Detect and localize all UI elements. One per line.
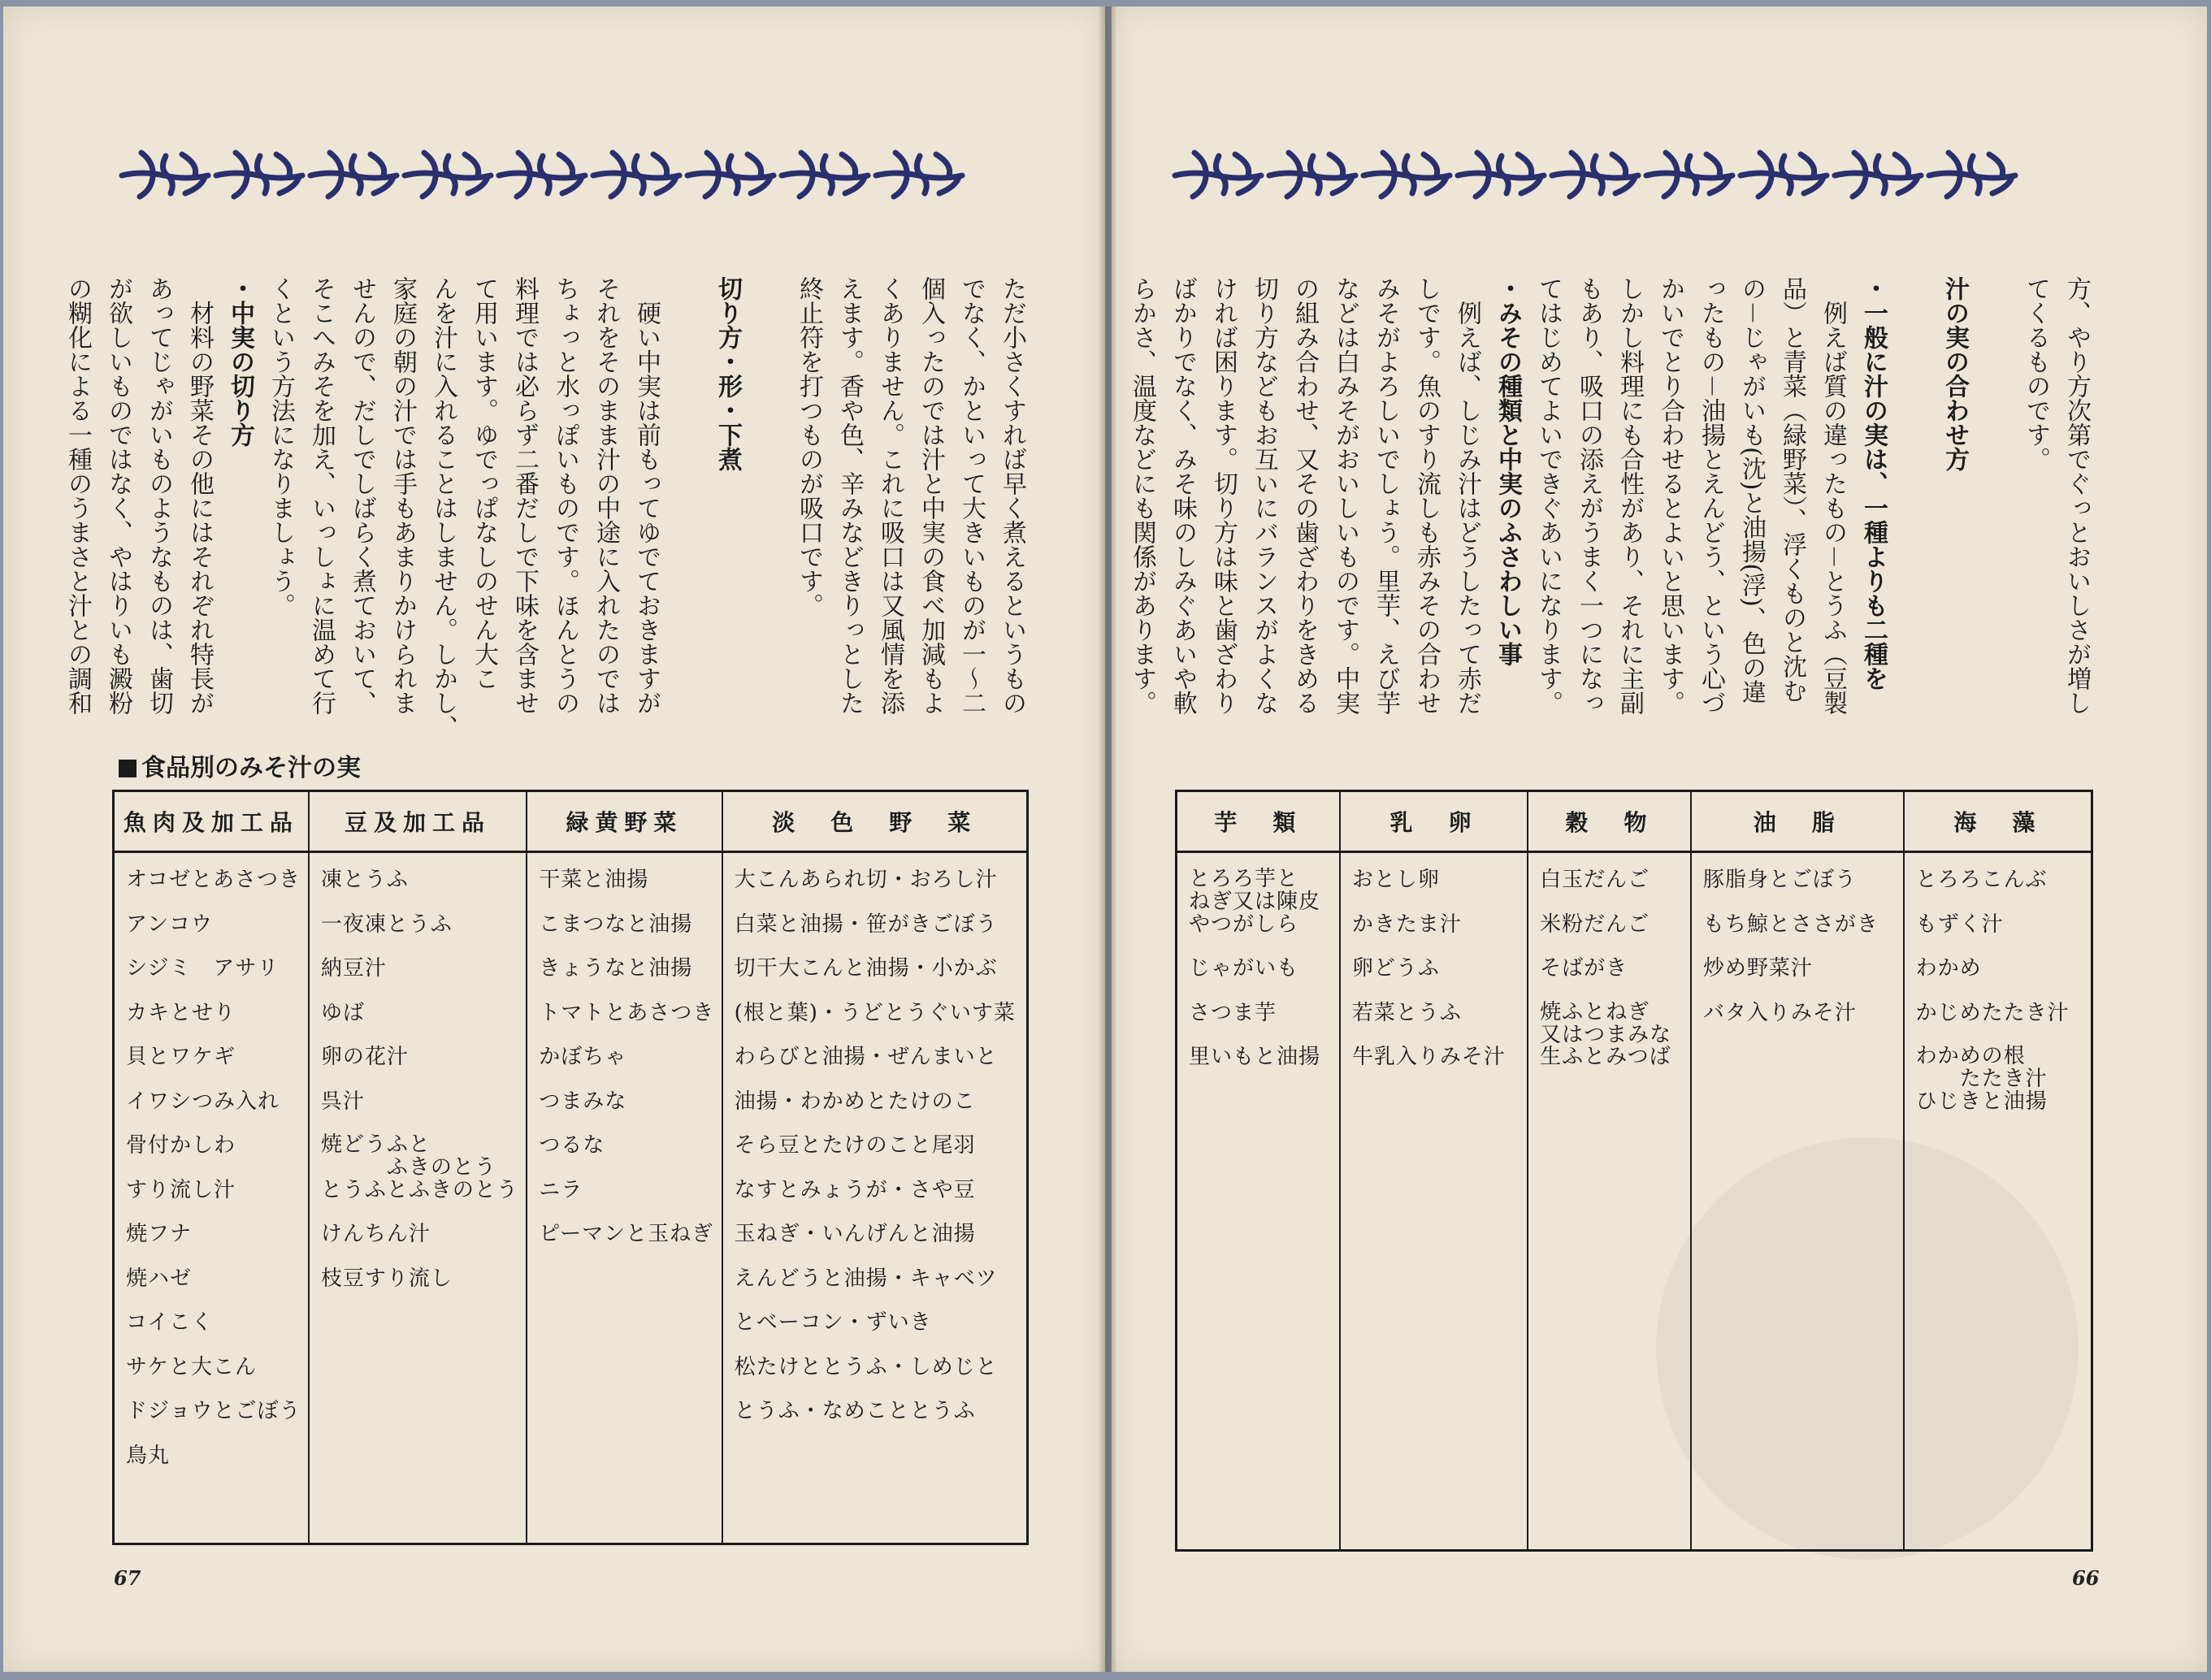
table-column: [1904, 852, 2092, 1551]
text-column: らかさ、温度などにも関係があります。: [1128, 276, 1156, 715]
table-item: 若菜とうふ: [1351, 1000, 1462, 1025]
text-column: 材料の野菜その他にはそれぞれ特長が: [185, 276, 214, 715]
table-column: [1177, 852, 1340, 1551]
table-item: そら豆とたけのこと尾羽: [734, 1133, 976, 1158]
table-item: サケと大こん: [126, 1354, 257, 1379]
text-column: 硬い中実は前もってゆでておきますが: [632, 276, 661, 715]
text-column: せんので、だしでしばらく煮ておいて、: [348, 276, 376, 715]
text-column: [666, 276, 707, 699]
table-item: 里いもと油揚: [1189, 1045, 1321, 1069]
table-header-cell: 乳 卵: [1340, 791, 1528, 852]
text-column: ばかりでなく、みそ味のしみぐあいや軟: [1168, 276, 1197, 715]
text-column: 切り方などもお互いにバランスがよくな: [1250, 276, 1278, 715]
table-item: 白玉だんご: [1540, 868, 1650, 892]
ornamental-motif-icon: [494, 140, 588, 205]
table-title: 食品別のみそ汁の実: [119, 747, 361, 783]
ornamental-motif-icon: [1170, 140, 1264, 205]
table-header-cell: 海 藻: [1904, 791, 2092, 852]
table-item: やつがしら: [1189, 911, 1299, 937]
text-column: 終止符を打つものが吸口です。: [795, 276, 823, 617]
table-column: [1340, 852, 1528, 1551]
table-item: (根と葉)・うどとうぐいす菜: [734, 1000, 1016, 1025]
table-item: 枝豆すり流し: [320, 1266, 453, 1291]
text-column: ちょっと水っぽいものです。ほんとうの: [551, 276, 579, 715]
text-column: 家庭の朝の汁では手もあまりかけられま: [388, 276, 417, 715]
table-item: わらびと油揚・ぜんまいと: [734, 1045, 998, 1069]
square-bullet-icon: [119, 760, 137, 777]
page-number-left: 67: [114, 1566, 141, 1590]
text-column: 例えば質の違ったもの－とうふ（豆製: [1819, 276, 1847, 715]
text-column: てくるものです。: [2022, 276, 2050, 471]
table-item: じゃがいも: [1189, 956, 1299, 981]
ornamental-motif-icon: [1641, 140, 1736, 205]
table-item: とうふ・なめこととうふ: [734, 1399, 976, 1423]
table-item: オコゼとあさつき: [126, 868, 301, 892]
text-column: て用います。ゆでっぱなしのせん大こ: [470, 276, 498, 691]
text-column: の組み合わせ、又その歯ざわりをきめる: [1290, 276, 1319, 715]
table-item: 卵どうふ: [1351, 956, 1440, 981]
ornamental-motif-icon: [871, 140, 965, 205]
table-item: バタ入りみそ汁: [1702, 1000, 1857, 1025]
text-column: の糊化による一種のうまさと汁との調和: [63, 276, 92, 715]
table-item: 焼どうふと ふきのとう: [320, 1132, 496, 1180]
table-header-cell: 穀 物: [1528, 791, 1691, 852]
table-item: ピーマンと玉ねぎ: [539, 1222, 714, 1246]
table-item: イワシつみ入れ: [126, 1089, 280, 1114]
ornamental-motif-icon: [117, 140, 211, 205]
table-column: [114, 852, 309, 1544]
text-column: 切り方・形・下煮: [713, 276, 742, 471]
table-item: とろろこんぶ: [1915, 868, 2048, 892]
text-column: 汁の実の合わせ方: [1940, 276, 1969, 471]
table-item: ドジョウとごぼう: [126, 1399, 301, 1423]
table-item: わかめの根 たたき汁: [1915, 1044, 2048, 1091]
table-item: すり流し汁: [126, 1177, 236, 1202]
ornamental-motif-icon: [1453, 140, 1547, 205]
table-item: ニラ: [539, 1177, 583, 1202]
table-item: 米粉だんご: [1540, 911, 1650, 937]
table-item: とろろ芋と ねぎ又は陳皮: [1189, 867, 1321, 914]
left-body-text: [63, 276, 1032, 739]
table-item: 炒め野菜汁: [1702, 956, 1813, 981]
ornamental-motif-icon: [1264, 140, 1359, 205]
table-item: さつま芋: [1189, 1000, 1277, 1025]
text-column: 料理では必らず二番だしで下味を含ませ: [510, 276, 539, 715]
table-item: 干菜と油揚: [539, 868, 649, 892]
table-item: かきたま汁: [1351, 911, 1462, 937]
table-item: えんどうと油揚・キャベツ: [734, 1266, 998, 1291]
table-item: 卵の花汁: [320, 1045, 409, 1069]
table-item: 油揚・わかめとたけのこ: [734, 1089, 976, 1114]
table-header-cell: 芋 類: [1177, 791, 1340, 852]
table-item: こまつなと油揚: [539, 911, 693, 937]
table-item: 一夜凍とうふ: [320, 911, 453, 937]
table-header-cell: 油 脂: [1691, 791, 1904, 852]
table-item: 骨付かしわ: [126, 1133, 236, 1158]
text-column: てはじめてよいできぐあいになります。: [1534, 276, 1563, 715]
ornament-row-left: [117, 140, 965, 205]
table-item: もずく汁: [1915, 911, 2004, 937]
table-item: 焼ふとねぎ 又はつまみな: [1540, 999, 1672, 1047]
table-item: 切干大こんと油揚・小かぶ: [734, 956, 998, 981]
text-column: しかし料理にも合性があり、それに主副: [1615, 276, 1644, 715]
text-column: そこへみそを加え、いっしょに温めて行: [307, 276, 336, 715]
table-item: 牛乳入りみそ汁: [1351, 1045, 1506, 1069]
table-item: つまみな: [539, 1089, 627, 1114]
table-item: カキとせり: [126, 1000, 236, 1025]
table-column: [309, 852, 527, 1544]
text-column: [748, 276, 788, 699]
table-item: 玉ねぎ・いんげんと油揚: [734, 1222, 976, 1246]
table-item: 大こんあられ切・おろし汁: [734, 868, 998, 892]
table-item: かぼちゃ: [539, 1045, 627, 1069]
table-item: 納豆汁: [320, 956, 387, 981]
text-column: の－じゃがいも(沈)と油揚(浮)、色の違: [1737, 276, 1766, 704]
ornamental-motif-icon: [1736, 140, 1830, 205]
ornamental-motif-icon: [588, 140, 683, 205]
text-column: あってじゃがいものようなものは、歯切: [145, 276, 173, 715]
text-column: それをそのまま汁の中途に入れたのでは: [592, 276, 620, 715]
table-item: トマトとあさつき: [539, 1000, 715, 1025]
table-item: もち鯨とささがき: [1702, 911, 1879, 937]
food-table-right: [1175, 790, 2093, 1552]
text-column: ったもの－油揚とえんどう、という心づ: [1697, 276, 1725, 715]
table-item: シジミ アサリ: [126, 956, 280, 981]
text-column: 品）と青菜（緑野菜）、浮くものと沈む: [1778, 276, 1806, 703]
table-header-cell: 緑黄野菜: [527, 791, 722, 852]
table-item: 貝とワケギ: [126, 1045, 236, 1069]
table-item: 呉汁: [320, 1089, 365, 1114]
table-item: かじめたたき汁: [1915, 1000, 2070, 1025]
table-item: コイこく: [126, 1310, 214, 1335]
ornamental-motif-icon: [211, 140, 306, 205]
ornamental-motif-icon: [1924, 140, 2018, 205]
table-item: 豚脂身とごぼう: [1702, 868, 1857, 892]
ornamental-motif-icon: [1547, 140, 1641, 205]
ornamental-motif-icon: [777, 140, 871, 205]
table-column: [722, 852, 1028, 1544]
table-item: 鳥丸: [126, 1443, 171, 1468]
ornamental-motif-icon: [400, 140, 494, 205]
text-column: ・中実の切り方: [226, 276, 254, 447]
book-gutter: [1099, 6, 1116, 1672]
table-item: アンコウ: [126, 911, 213, 937]
right-body-text: [1128, 276, 2096, 715]
text-column: などは白みそがおいしいものです。中実: [1331, 276, 1359, 715]
text-column: [1893, 276, 1934, 699]
table-item: 松たけととうふ・しめじと: [734, 1354, 998, 1379]
table-item: きょうなと油揚: [539, 956, 693, 981]
table-item: そばがき: [1540, 956, 1628, 981]
table-header-cell: 豆及加工品: [309, 791, 527, 852]
table-item: 焼フナ: [126, 1222, 193, 1246]
text-column: ただ小さくすれば早く煮えるというもの: [998, 276, 1026, 715]
ornamental-motif-icon: [683, 140, 777, 205]
table-column: [527, 852, 722, 1544]
table-item: ひじきと油揚: [1915, 1089, 2048, 1114]
text-column: 個入ったのでは汁と中実の食べ加減もよ: [917, 276, 945, 715]
table-item: 焼ハゼ: [126, 1266, 193, 1291]
text-column: ・みその種類と中実のふさわしい事: [1494, 276, 1522, 666]
text-column: 例えば、しじみ汁はどうしたって赤だ: [1453, 276, 1481, 715]
food-table-left: [112, 790, 1029, 1545]
table-item: とベーコン・ずいき: [734, 1310, 932, 1335]
text-column: んを汁に入れることはしません。しかし、: [429, 276, 457, 739]
table-item: とうふとふきのとう: [320, 1177, 518, 1202]
table-item: 凍とうふ: [320, 868, 409, 892]
page-number-right: 66: [2072, 1566, 2100, 1590]
table-item: つるな: [539, 1133, 605, 1158]
ornamental-motif-icon: [1830, 140, 1924, 205]
text-column: [1975, 276, 2015, 699]
table-item: 生ふとみつば: [1540, 1045, 1671, 1069]
text-column: ・一般に汁の実は、一種よりも二種を: [1859, 276, 1888, 691]
table-item: おとし卵: [1351, 868, 1440, 892]
table-item: なすとみょうが・さや豆: [734, 1177, 976, 1202]
text-column: くという方法になりましょう。: [267, 276, 295, 617]
table-column: [1691, 852, 1904, 1551]
text-column: くありません。これに吸口は又風情を添: [876, 276, 904, 715]
table-column: [1528, 852, 1691, 1551]
text-column: ければ困ります。切り方は味と歯ざわり: [1209, 276, 1238, 715]
text-column: でなく、かといって大きいものが一～二: [957, 276, 986, 715]
text-column: えます。香や色、辛みなどきりっとした: [835, 276, 864, 715]
text-column: みそがよろしいでしょう。里芋、えび芋: [1372, 276, 1400, 715]
table-header-cell: 魚肉及加工品: [114, 791, 309, 852]
table-item: 白菜と油揚・笹がきごぼう: [734, 911, 998, 937]
ornament-row-right: [1170, 140, 2018, 205]
table-header-cell: 淡 色 野 菜: [722, 791, 1028, 852]
text-column: もあり、吸口の添えがうまく一つになっ: [1575, 276, 1603, 715]
ornamental-motif-icon: [1359, 140, 1453, 205]
table-item: わかめ: [1915, 956, 1982, 981]
text-column: 方、やり方次第でぐっとおいしさが増し: [2062, 276, 2091, 715]
text-column: が欲しいものではなく、やはりいも澱粉: [104, 276, 132, 715]
text-column: しです。魚のすり流しも赤みその合わせ: [1412, 276, 1441, 715]
table-item: けんちん汁: [320, 1222, 431, 1246]
table-item: ゆば: [320, 1000, 365, 1025]
ornamental-motif-icon: [306, 140, 400, 205]
text-column: かいでとり合わせるとよいと思います。: [1656, 276, 1684, 715]
